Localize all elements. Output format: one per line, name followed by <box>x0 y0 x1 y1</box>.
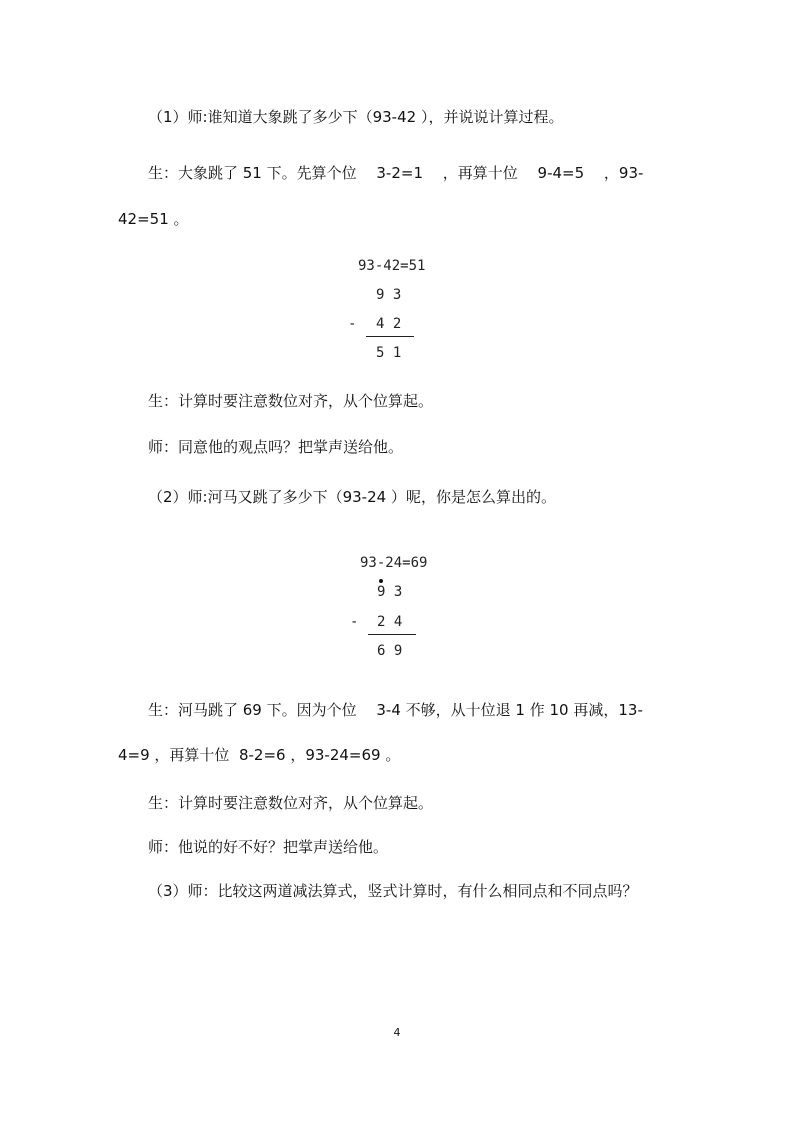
student-remark-1: 生：计算时要注意数位对齐，从个位算起。 <box>148 392 434 410</box>
calc-2-rule <box>368 634 416 635</box>
answer-2-line-1: 生：河马跳了 69 下。因为个位 3-4 不够，从十位退 1 作 10 再减，13- <box>148 701 643 719</box>
calc-2-minuend: 9 3 <box>377 584 403 600</box>
calc-1-equation: 93-42=51 <box>358 258 426 274</box>
question-2: （2）师:河马又跳了多少下（93-24 ）呢，你是怎么算出的。 <box>148 488 556 506</box>
page-number: 4 <box>393 1026 401 1039</box>
answer-1-line-2: 42=51 。 <box>118 210 189 228</box>
vertical-calculation-2 <box>340 555 440 665</box>
teacher-remark-2: 师：他说的好不好？把掌声送给他。 <box>148 838 389 856</box>
student-remark-2: 生：计算时要注意数位对齐，从个位算起。 <box>148 794 434 812</box>
answer-2-line-2: 4=9 ，再算十位 8-2=6 ，93-24=69 。 <box>118 746 401 764</box>
question-3: （3）师：比较这两道减法算式，竖式计算时，有什么相同点和不同点吗？ <box>148 882 638 900</box>
calc-2-minus-sign: - <box>350 614 359 630</box>
calc-1-minuend: 9 3 <box>376 287 402 303</box>
answer-1-line-1: 生：大象跳了 51 下。先算个位 3-2=1 ，再算十位 9-4=5 ，93- <box>148 164 644 182</box>
teacher-remark-1: 师：同意他的观点吗？把掌声送给他。 <box>148 438 404 456</box>
calc-1-minus-sign: - <box>348 316 357 332</box>
calc-1-result: 5 1 <box>376 345 402 361</box>
question-1: （1）师:谁知道大象跳了多少下（93-42 ），并说说计算过程。 <box>148 108 564 126</box>
calc-2-subtrahend: 2 4 <box>377 614 403 630</box>
calc-1-subtrahend: 4 2 <box>376 316 402 332</box>
vertical-calculation-1 <box>340 258 440 368</box>
calc-1-rule <box>366 336 414 337</box>
borrow-dot <box>379 579 383 583</box>
calc-2-result: 6 9 <box>377 643 403 659</box>
calc-2-equation: 93-24=69 <box>360 555 428 571</box>
